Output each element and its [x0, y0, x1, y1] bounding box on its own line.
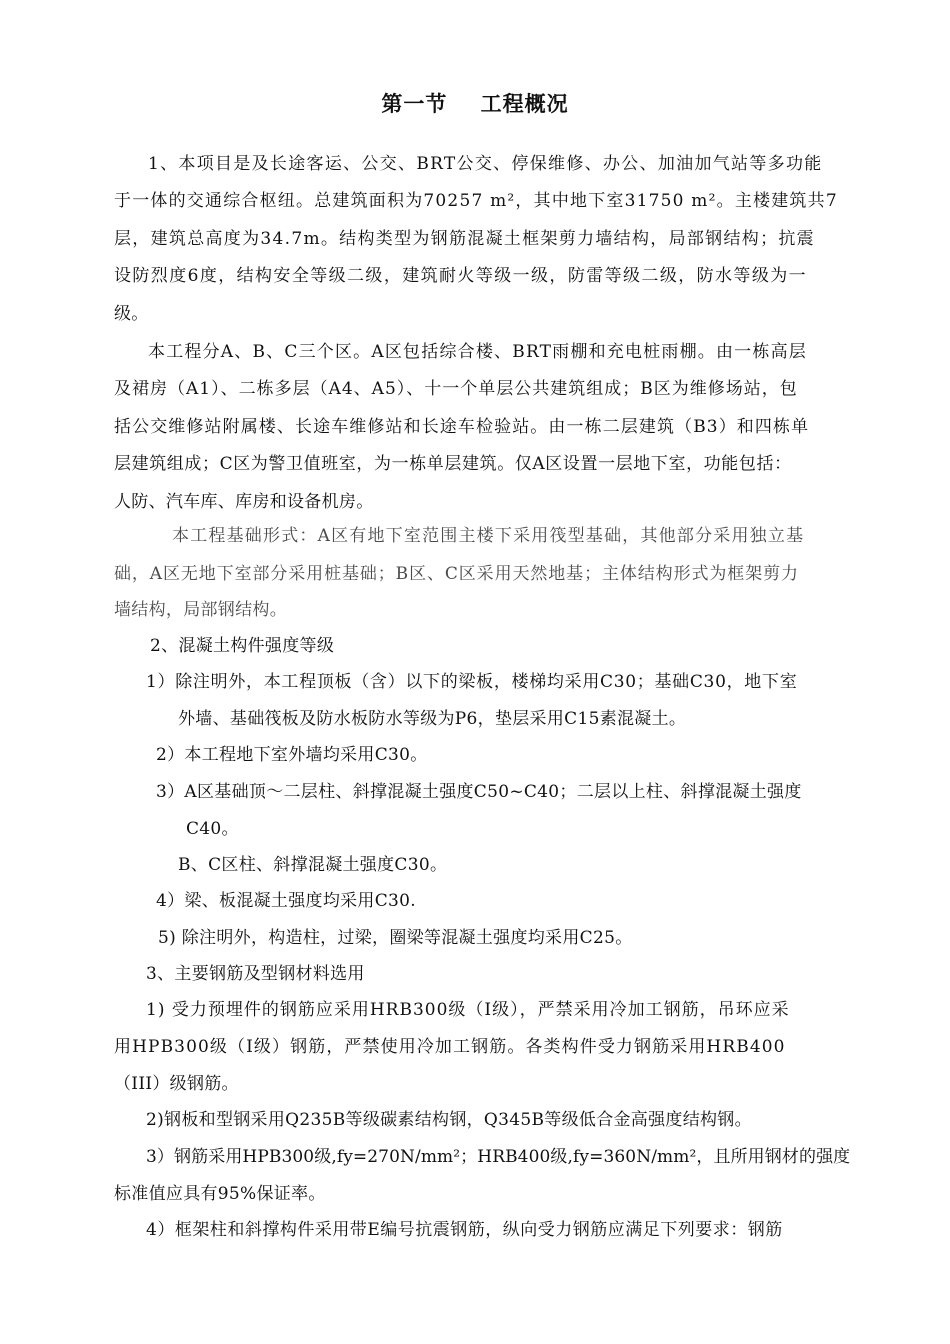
paragraph-line: B、C区柱、斜撑混凝土强度C30。 [178, 855, 448, 875]
paragraph-line: 2）本工程地下室外墙均采用C30。 [156, 745, 428, 765]
section-heading: 2、混凝土构件强度等级 [150, 636, 335, 656]
paragraph-line: 墙结构，局部钢结构。 [114, 600, 287, 620]
paragraph-line: 于一体的交通综合枢纽。总建筑面积为70257 m²，其中地下室31750 m²。主楼建筑共7 [114, 191, 838, 211]
section-heading: 3、主要钢筋及型钢材料选用 [146, 964, 365, 984]
paragraph-line: 层建筑组成；C区为警卫值班室，为一栋单层建筑。仅A区设置一层地下室，功能包括： [114, 454, 792, 474]
paragraph-line: （III）级钢筋。 [114, 1074, 239, 1094]
paragraph-line: C40。 [186, 819, 239, 839]
paragraph-line: 2)钢板和型钢采用Q235B等级碳素结构钢，Q345B等级低合金高强度结构钢。 [146, 1110, 752, 1130]
paragraph-line: 本工程基础形式：A区有地下室范围主楼下采用筏型基础，其他部分采用独立基 [172, 526, 805, 546]
paragraph-line: 设防烈度6度，结构安全等级二级，建筑耐火等级一级，防雷等级二级，防水等级为一 [114, 266, 808, 286]
paragraph-line: 层，建筑总高度为34.7m。结构类型为钢筋混凝土框架剪力墙结构，局部钢结构；抗震 [114, 229, 815, 249]
paragraph-line: 4）梁、板混凝土强度均采用C30. [156, 891, 416, 911]
paragraph-line: 3）钢筋采用HPB300级,fy=270N/mm²；HRB400级,fy=360N/mm²，且所用钢材的强度 [146, 1147, 851, 1167]
paragraph-line: 1、本项目是及长途客运、公交、BRT公交、停保维修、办公、加油加气站等多功能 [148, 154, 823, 174]
paragraph-line: 3）A区基础顶～二层柱、斜撑混凝土强度C50~C40；二层以上柱、斜撑混凝土强度 [156, 782, 802, 802]
paragraph-line: 4）框架柱和斜撑构件采用带E编号抗震钢筋，纵向受力钢筋应满足下列要求：钢筋 [146, 1220, 783, 1240]
paragraph-line: 括公交维修站附属楼、长途车维修站和长途车检验站。由一栋二层建筑（B3）和四栋单 [114, 417, 810, 437]
section-title: 第一节 工程概况 [381, 92, 569, 116]
paragraph-line: 1）除注明外，本工程顶板（含）以下的梁板，楼梯均采用C30；基础C30，地下室 [146, 672, 798, 692]
paragraph-line: 本工程分A、B、C三个区。A区包括综合楼、BRT雨棚和充电桩雨棚。由一栋高层 [148, 342, 807, 362]
paragraph-line: 及裙房（A1）、二栋多层（A4、A5）、十一个单层公共建筑组成；B区为维修场站，包 [114, 379, 798, 399]
paragraph-line: 人防、汽车库、库房和设备机房。 [114, 492, 374, 512]
paragraph-line: 5) 除注明外，构造柱，过梁，圈梁等混凝土强度均采用C25。 [158, 928, 633, 948]
paragraph-line: 1) 受力预埋件的钢筋应采用HRB300级（I级），严禁采用冷加工钢筋，吊环应采 [146, 1000, 790, 1020]
paragraph-line: 础，A区无地下室部分采用桩基础；B区、C区采用天然地基；主体结构形式为框架剪力 [114, 564, 799, 584]
paragraph-line: 标准值应具有95%保证率。 [114, 1184, 326, 1204]
paragraph-line: 外墙、基础筏板及防水板防水等级为P6，垫层采用C15素混凝土。 [178, 709, 687, 729]
paragraph-line: 用HPB300级（I级）钢筋，严禁使用冷加工钢筋。各类构件受力钢筋采用HRB400 [114, 1037, 786, 1057]
paragraph-line: 级。 [114, 304, 149, 324]
